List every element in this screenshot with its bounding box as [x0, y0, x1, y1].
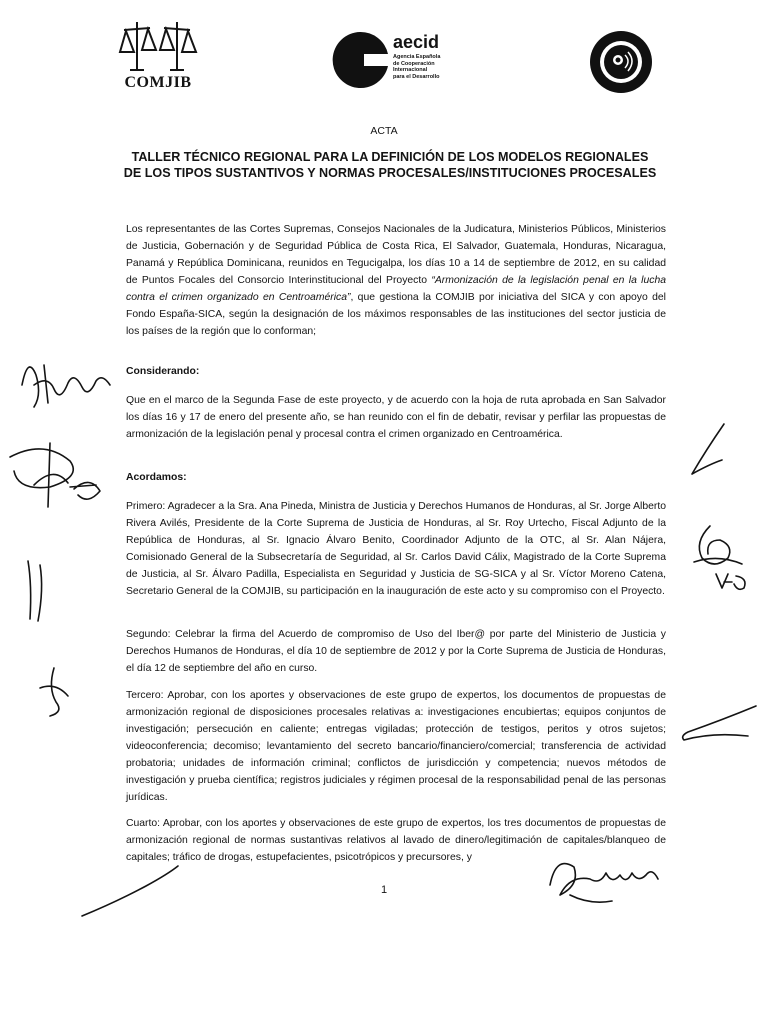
signature-left-2 — [4, 425, 124, 525]
title-line-1: TALLER TÉCNICO REGIONAL PARA LA DEFINICIÓN DE LOS MODELOS REGIONALES — [131, 150, 649, 164]
intro-text-end: , que gestiona la COMJIB por iniciativa del SICA y con apoyo del Fondo España-SICA, según la designación de los máximos responsables de las instituciones del sector justicia de los países de la región que lo conforman; — [126, 292, 666, 337]
comjib-logo — [118, 18, 198, 94]
signature-left-5 — [76, 862, 186, 922]
aecid-emblem-icon — [330, 30, 390, 90]
intro-text-start: Los representantes de las Cortes Supremas, Consejos Nacionales de la Judicatura, Ministerios Públicos, Ministerios de Justicia, Gobernación y de Seguridad Pública de Costa Rica, El Salvador, Guatemala, Honduras, Nicaragua, Panamá y República Dominicana, reunidos en Tegucigalpa, los días 10 a 14 de septiembre de 2012, en su calidad de Puntos Focales del Consorcio Interinstitucional del Proyecto — [126, 224, 666, 286]
signature-right-1 — [684, 420, 730, 480]
considerando-heading: Considerando: — [126, 366, 200, 377]
title-line-2: DE LOS TIPOS SUSTANTIVOS Y NORMAS PROCESALES/INSTITUCIONES PROCESALES — [123, 166, 657, 180]
seal-emblem-icon — [587, 28, 655, 96]
comjib-wordmark: COMJIB — [124, 74, 192, 91]
acordamos-heading: Acordamos: — [126, 472, 187, 483]
document-label: ACTA — [370, 125, 398, 137]
signature-right-2 — [688, 518, 764, 594]
signature-left-3 — [18, 555, 58, 625]
primero-paragraph: Primero: Agradecer a la Sra. Ana Pineda, Ministra de Justicia y Derechos Humanos de Honduras, al Sr. Jorge Alberto Rivera Avilés, Presidente de la Corte Suprema de Justicia de Honduras, al Sr. Roy Urtecho, Fiscal Adjunto de la República de Honduras, al Sr. Ignacio Álvaro Benito, Coordinador Adjunto de la OTC, al Sr. Alan Nájera, Comisionado General de la Subsecretaría de Seguridad, al Sr. Carlos David Cálix, Magistrado de la Corte Suprema de Justicia, al Sr. Álvaro Padilla, Especialista en Seguridad y Justicia de SG-SICA y al Sr. Víctor Moreno Catena, Secretario General de la COMJIB, su participación en la inauguración de este acto y su compromiso con el Proyecto. — [126, 501, 667, 597]
considerando-paragraph: Que en el marco de la Segunda Fase de este proyecto, y de acuerdo con la hoja de ruta aprobada en San Salvador los días 16 y 17 de enero del presente año, se han reunido con el fin de debatir, revisar y perfilar las propuestas de armonización de la legislación penal y procesal contra el crimen organizado en Centroamérica. — [126, 395, 666, 440]
signature-left-4 — [30, 662, 80, 722]
signature-right-3 — [672, 700, 762, 750]
segundo-paragraph: Segundo: Celebrar la firma del Acuerdo de compromiso de Uso del Iber@ por parte del Ministerio de Justicia y Derechos Humanos de Honduras, el día 10 de septiembre de 2012 y por la Corte Suprema de Justicia de Honduras, el día 12 de septiembre del año en curso. — [126, 629, 666, 674]
seal-logo — [587, 28, 655, 96]
intro-paragraph — [126, 221, 666, 340]
aecid-wordmark: aecid — [393, 32, 440, 52]
signature-bottom-right — [540, 845, 670, 915]
tercero-paragraph: Tercero: Aprobar, con los aportes y observaciones de este grupo de expertos, los documentos de propuestas de armonización regional de disposiciones procesales relativas a: investigaciones encubiertas; equipos conjuntos de investigación; persecución en caliente; entregas vigiladas; protección de testigos, peritos y otros sujetos; videoconferencia; decomiso; levantamiento del secreto bancario/financiero/comercial; transferencia de actividad probatoria; unidades de información criminal; conflictos de jurisdicción y competencia; nuevos métodos de investigación y prueba científica; registros judiciales y régimen procesal de la responsabilidad penal de las personas jurídicas. — [126, 690, 666, 803]
cuarto-paragraph: Cuarto: Aprobar, con los aportes y observaciones de este grupo de expertos, los tres documentos de propuestas de armonización regional de normas sustantivas relativos al lavado de dinero/legitimación de capitales/blanqueo de capitales; tráfico de drogas, estupefacientes, psicotrópicos y precursores, y — [126, 818, 666, 863]
project-name: “Armonización de la legislación penal en la lucha contra el crimen organizado en Centroamérica” — [126, 275, 666, 303]
page-number: 1 — [380, 884, 388, 896]
scales-icon — [118, 18, 198, 74]
document-title — [100, 149, 680, 181]
signature-left-1 — [14, 345, 124, 425]
aecid-subtitle: Agencia Española de Cooperación Internacional para el Desarrollo — [393, 54, 441, 80]
aecid-logo — [330, 30, 460, 90]
